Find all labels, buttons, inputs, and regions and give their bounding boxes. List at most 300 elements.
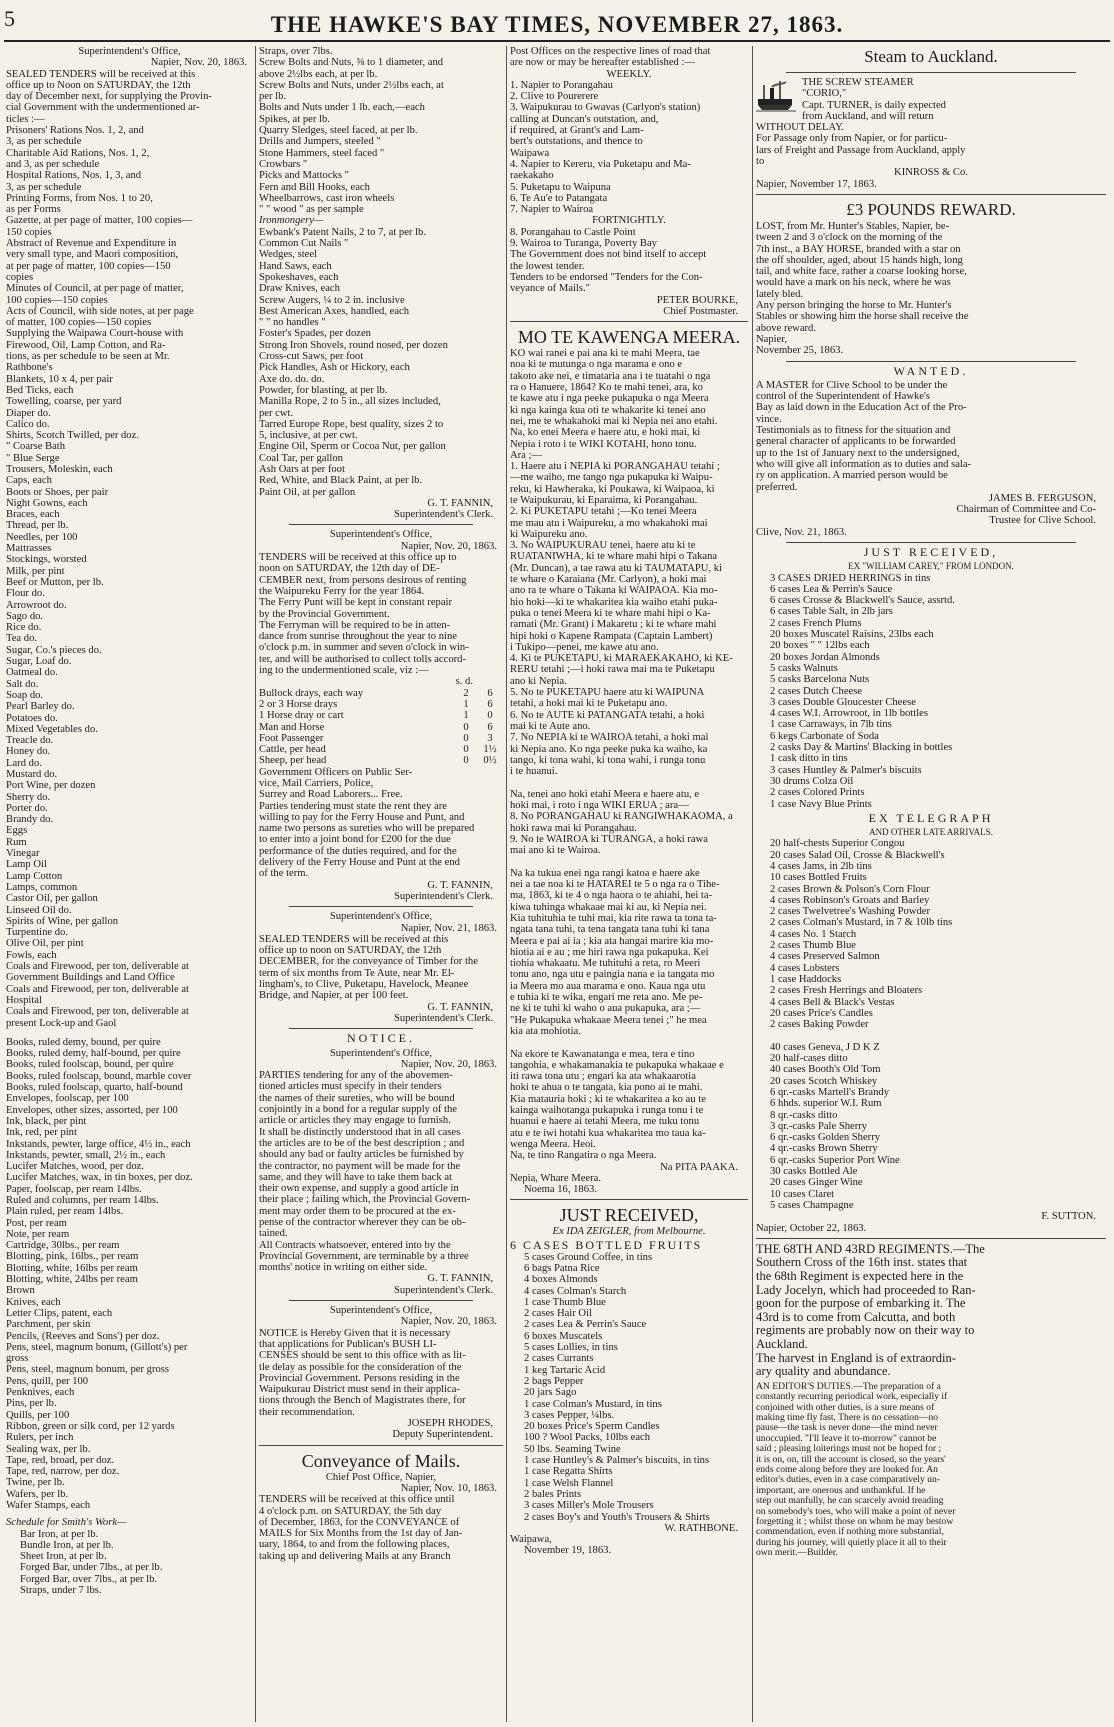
text-line: The Ferry Punt will be kept in constant repair [259,597,452,609]
text-line: ma, 1863, ki te 4 o nga haora o te ahiahi, hei ta- [510,890,713,902]
text-line: 30 drums Colza Oil [770,775,854,787]
toll-pence: 1½ [483,744,497,756]
text-line: Drills and Jumpers, steeled " [259,136,381,148]
text-line: office up to Noon on SATURDAY, the 12th [6,79,191,91]
mails-text [259,1494,503,1562]
text-line: The Ferryman will be required to be in atten- [259,619,451,631]
text-line: 1. Haere atu i NEPIA ki PORANGAHAU tetahi ; [510,461,720,473]
text-line: Post, per ream [6,1217,67,1229]
text-line: Charitable Aid Rations, Nos. 1, 2, [6,147,150,159]
text-line: 8. No PORANGAHAU ki RANGIWHAKAOMA, a [510,811,733,823]
text-line: Surrey and Road Laborers... Free. [259,789,403,801]
text-line: day of December next, for supplying the Provin- [6,91,212,103]
text-line: reku, ki Hawheraka, ki Poukawa, ki Waipaoa, ki [510,483,715,495]
toll-item: Man and Horse [259,721,325,733]
text-line: same, and they will have to take them back at [259,1171,452,1183]
text-line: 4 cases Jams, in 2lb tins [770,861,872,872]
wanted-title-2: Trustee for Clive School. [989,515,1096,527]
wanted-heading: WANTED. [893,363,969,378]
text-line: Coals and Firewood, per ton, deliverable at [6,961,189,973]
timber-office: Superintendent's Office, [329,911,433,923]
text-line: Best American Axes, handled, each [259,305,410,317]
maori-text [510,348,748,1161]
text-line: Braces, each [6,509,60,521]
text-line: Coals and Firewood, per ton, deliverable at [6,1006,189,1018]
text-line: unoccupied. "I'll leave it to-morrow" cannot be [756,1433,937,1444]
text-line: Bridge, and Napier, at per 100 feet. [259,990,409,1002]
text-line: ia Meera mo aua marama e ono. Kaua nga utu [510,980,706,992]
text-line: Milk, per pint [6,565,65,577]
text-line: 40 cases Geneva, J D K Z [770,1041,880,1053]
signature-title: Superintendent's Clerk. [393,890,493,902]
text-line: DECEMBER, for the conveyance of Timber for the [259,956,478,968]
text-line: 5 cases Ground Coffee, in tins [524,1251,653,1263]
text-line: 2 cases Colored Prints [770,787,865,799]
text-line: ki Waipureku ano. [510,528,588,540]
text-line: Mustard do. [6,769,58,780]
text-line: Waipawa [510,147,550,159]
text-line: Lady Jocelyn, which had proceeded to Ran- [756,1283,976,1297]
text-line: would have a mark on his neck, where he was [756,277,951,289]
text-line: Envelopes, foolscap, per 100 [6,1093,129,1105]
reward-heading: £3 POUNDS REWARD. [846,199,1016,219]
text-line: Rathbone's [6,362,53,374]
rule [756,1238,1106,1239]
text-line: forgetting it ; whilst those on whom he may bestow [756,1517,954,1528]
text-line: 3, as per schedule [6,136,82,148]
text-line: commendation, even if nothing more substantial, [756,1527,944,1538]
text-line: performance of the duties required, and for the [259,845,457,857]
text-line: Quills, per 100 [6,1409,70,1421]
text-line: Manilla Rope, 2 to 5 in., all sizes included, [259,396,441,408]
text-line: Salt do. [6,678,39,690]
text-line: 3. Waipukurau to Gwavas (Carlyon's station) [510,102,701,114]
text-line: Linseed Oil do. [6,904,72,916]
just-received-place: Waipawa, [510,1534,552,1546]
jr2-heading: JUST RECEIVED, [863,544,999,559]
text-line: 5 casks Walnuts [770,662,838,674]
text-line: Cartridge, 30lbs., per ream [6,1240,120,1252]
text-line: preferred. [756,481,798,493]
text-line: 1 cask ditto in tins [770,753,848,765]
text-line: Tea do. [6,633,38,645]
text-line: Beef or Mutton, per lb. [6,576,104,588]
text-line: 20 cases Price's Candles [770,1007,873,1019]
text-line: Draw Knives, each [259,283,340,295]
text-line: making time fly fast. There is no cessation—no [756,1412,939,1423]
text-line: "He Pukapuka whakaae Meera tenei ;" he mea [510,1014,707,1026]
signature-title: Chief Postmaster. [663,305,738,317]
text-line: 2 cases Dutch Cheese [770,685,863,697]
text-line: 43rd is to come from Calcutta, and both [756,1310,956,1324]
text-line: 1 case Carraways, in 7lb tins [770,719,892,731]
text-line: name two persons as sureties who will be prepared [259,823,475,835]
text-line: are now or may be hereafter established :— [510,57,696,69]
text-line: Treacle do. [6,735,54,747]
text-line: tions, as per schedule to be seen at Mr. [6,351,170,363]
text-line: Gazette, at per page of matter, 100 copies— [6,215,193,227]
text-line: 3 cases Huntley & Palmer's biscuits [770,764,922,776]
text-line: Bay as laid down in the Education Act of the Pro- [756,402,967,414]
text-line: 2 cases French Plums [770,617,862,629]
office-line: Superintendent's Office, [78,46,181,57]
text-line: LOST, from Mr. Hunter's Stables, Napier, be- [756,220,950,232]
text-line: Trousers, Moleskin, each [6,463,113,475]
wanted-title-1: Chairman of Committee and Co- [956,504,1096,516]
timber-text [259,934,503,1002]
text-line: to enter into a joint bond for £200 for the due [259,834,451,846]
text-line: tetahi, a hoki mai ki te Puketapu ano. [510,698,668,710]
text-line: conjointly in a bond for a regular supply of the [259,1104,457,1116]
text-line: the articles are to be of the best description ; and [259,1137,465,1149]
text-line: Brown [6,1285,35,1297]
text-line: Kia matauria hoki ; ki te whakaritea a ko au te [510,1093,706,1105]
text-line: goon for the purpose of embarking it. The [756,1297,966,1311]
text-line: Sugar, Loaf do. [6,656,72,668]
text-line: MAILS for Six Months from the 1st day of Jan- [259,1528,463,1540]
reward-text [756,221,1106,357]
text-line: TENDERS will be received at this office until [259,1494,455,1506]
toll-item: Cattle, per head [259,744,326,756]
telegraph-sub: AND OTHER LATE ARRIVALS. [869,827,993,838]
rule [786,542,1076,543]
toll-shillings: 0 [463,732,469,744]
text-line: Pens, quill, per 100 [6,1375,89,1387]
signature-title: Superintendent's Clerk. [393,1012,493,1024]
text-line: hio hoki—ki te whakaritea kia waiho etahi puka- [510,596,718,608]
text-line: Provincial Government. Persons residing in the [259,1372,460,1384]
jr2-sub: EX "WILLIAM CAREY," FROM LONDON. [848,561,1014,572]
text-line: CENSES should be sent to this office with as lit- [259,1350,466,1362]
text-line: Tarred Europe Rope, best quality, sizes 2 to [259,418,444,430]
text-line: bert's outstations, and thence to [510,136,643,148]
text-line: e tuhia ki te wika, engari me reta ano. Me pe- [510,992,703,1004]
tolls-header: s. d. [455,676,473,688]
text-line: 4 cases No. 1 Starch [770,928,857,940]
text-line: Lucifer Matches, wax, in tin boxes, per doz. [6,1172,193,1184]
text-line: should any bad or faulty articles be furnished by [259,1149,464,1161]
date-line: Napier, Nov. 20, 1863. [150,57,247,69]
text-line: 3 cases Miller's Mole Trousers [524,1500,654,1512]
text-line: Books, ruled demy, half-bound, per quire [6,1048,181,1060]
text-line: 3 cases Pepper, ¼lbs. [524,1409,615,1421]
text-line: kiwa tuhinga whakaae mai ki au, ki Nepia nei. [510,901,707,913]
text-line: at per page of matter, 100 copies—150 [6,260,171,272]
text-line: during his journey, will quietly place it all to their [756,1537,947,1548]
text-line: 2 cases Twelvetree's Washing Powder [770,906,930,918]
text-line: Red, White, and Black Paint, at per lb. [259,475,423,487]
telegraph-heading: EX TELEGRAPH [868,810,994,825]
text-line: 8 qr.-casks ditto [770,1109,838,1121]
text-line: veyance of Mails." [510,283,590,295]
just-received-sub: Ex IDA ZEIGLER, from Melbourne. [552,1226,706,1238]
text-line: 1 keg Tartaric Acid [524,1364,606,1376]
text-line: Ink, black, per pint [6,1115,87,1127]
text-line: RERU tetahi ;—i hoki rawa mai ma te Puketapu [510,664,715,676]
text-line: 3 qr.-casks Pale Sherry [770,1120,868,1132]
text-line: 2 cases Brown & Polson's Corn Flour [770,883,930,895]
text-line: 20 boxes Jordan Almonds [770,651,880,663]
text-line: 2 cases Boy's and Youth's Trousers & Shirts [524,1511,710,1523]
text-line: Common Cut Nails " [259,238,349,250]
toll-row [259,755,503,766]
signature-name: JOSEPH RHODES, [407,1418,493,1430]
text-line: Letter Clips, patent, each [6,1307,113,1319]
text-line: ment may order them to be procured at the ex- [259,1205,456,1217]
text-line: hoki rawa mai ki Porangahau. [510,822,637,834]
text-line: Picks and Mattocks " [259,170,349,182]
text-line: Spikes, at per lb. [259,113,330,125]
regiments-news [756,1243,1106,1379]
notice-text [259,1070,503,1273]
toll-pence: 3 [487,732,493,744]
tolls-table [259,688,503,767]
text-line: Night Gowns, each [6,497,88,509]
toll-row [259,744,503,755]
text-line: ramati (Mr. Grant) i Makaretu ; ki te whare mahi [510,619,717,631]
text-line: Quarry Sledges, steel faced, at per lb. [259,125,418,137]
maori-heading: MO TE KAWENGA MEERA. [517,327,741,348]
notice-heading: NOTICE. [347,1031,415,1046]
text-line: above 2½lbs each, at per lb. [259,68,378,80]
text-line: o'clock p.m. in summer and seven o'clock in win- [259,642,469,654]
text-line: important, are onerous and unthankful. If he [756,1485,926,1496]
masthead [0,0,1114,44]
text-line: me mau atu i Waipureku, a mo whakahoki mai [510,517,708,529]
text-line: 4 cases Lobsters [770,962,840,974]
rule [289,1300,473,1301]
text-line: 2 cases Fresh Herrings and Bloaters [770,985,923,997]
text-line: 2 cases Thumb Blue [770,940,857,952]
text-line: Pens, steel, magnum bonum, (Gillott's) per [6,1341,188,1353]
text-line: Vinegar [6,848,40,860]
text-line: of December, 1863, for the CONVEYANCE of [259,1516,460,1528]
text-line: gross [6,1353,29,1365]
text-line: The harvest in England is of extraordin- [756,1351,956,1365]
text-line: tween 2 and 3 o'clock on the morning of the [756,232,943,244]
text-line: Southern Cross of the 16th inst. states that [756,1256,968,1270]
text-line: tail, and white face, rather a coarse looking horse, [756,266,967,278]
text-line: Stockings, worsted [6,554,87,566]
text-line: pense of the contractor wherever they can be ob- [259,1216,466,1228]
text-line: said ; pleasing loiterings must not be hoped for ; [756,1444,942,1455]
text-line: 6 cases Lea & Perrin's Sauce [770,583,893,595]
rations-list [6,125,253,1029]
text-line: 2 cases Baking Powder [770,1019,869,1031]
text-line: 5. No te PUKETAPU haere atu ki WAIPUNA [510,687,705,699]
text-line: Pins, per lb. [6,1398,57,1410]
text-line: lars of Freight and Passage from Auckland, apply [756,144,966,156]
column-3 [510,46,748,1722]
text-line: who will give all information as to duties and sala- [756,458,972,470]
text-line: dance from sunrise throughout the year to nine [259,631,457,643]
tender-intro [6,69,253,125]
text-line: Cross-cut Saws, per foot [259,351,364,363]
text-line: 4 boxes Almonds [524,1274,598,1286]
text-line: 20 jars Sago [524,1387,577,1399]
text-line: Bed Ticks, each [6,384,74,396]
toll-row [259,688,503,699]
toll-shillings: 1 [463,698,469,710]
text-line: Hand Saws, each [259,260,332,272]
text-line: 4. Ki te PUKETAPU, ki MARAEKAKAHO, ki KE- [510,653,733,665]
text-line: Shirts, Scotch Twilled, per doz. [6,430,139,442]
text-line: Powder, for blasting, at per lb. [259,384,388,396]
text-line: 2 cases Lea & Perrin's Sauce [524,1319,647,1331]
text-line: Parchment, per skin [6,1319,91,1331]
toll-item: 2 or 3 Horse drays [259,698,338,710]
text-line: huanui e haere ai tetahi Meera, me tuku tonu [510,1116,700,1128]
text-line: ki nga kainga kua oti te whakarite ki tenei ano [510,404,706,416]
text-line: 20 boxes Muscatel Raisins, 23lbs each [770,629,934,641]
text-line: Books, ruled demy, bound, per quire [6,1036,161,1048]
text-line: 4 o'clock p.m. on SATURDAY, the 5th day [259,1505,442,1517]
just-received-lead: 6 CASES BOTTLED FRUITS [510,1237,703,1252]
text-line: NOTICE is Hereby Given that it is necessary [259,1327,451,1339]
text-line: hiotia ai e au ; me hiri rawa nga pukapuka. Kei [510,946,709,958]
text-line: calling at Duncan's outstation, and, [510,113,659,125]
column-divider [255,46,256,1722]
text-line [510,856,748,867]
toll-shillings: 1 [463,710,469,722]
text-line: 6 qr.-casks Martell's Brandy [770,1086,890,1098]
notice-office: Superintendent's Office, [329,1047,433,1059]
text-line: Wafer Stamps, each [6,1500,91,1511]
text-line: Government Officers on Public Ser- [259,766,413,778]
text-line: AN EDITOR'S DUTIES.—The preparation of a [756,1381,941,1392]
fortnightly-routes [510,227,748,250]
text-line: 6 hhds. superior W.I. Rum [770,1098,882,1110]
text-line: Wedges, steel [259,249,317,261]
text-line: Rice do. [6,622,42,634]
text-line: Testimonials as to fitness for the situation and [756,425,951,437]
text-line: Sherry do. [6,791,51,803]
bush-office: Superintendent's Office, [329,1305,433,1317]
text-line: the lowest tender. [510,260,585,272]
text-line: tonu ano, nga utu e paingia nana e ia tangata mo [510,969,715,981]
text-line: 5, inclusive, at per cwt. [259,430,358,442]
editor-duties [756,1382,1106,1559]
text-line: Eggs [6,825,28,837]
text-line: above reward. [756,322,816,334]
text-line: 1 case Haddocks [770,973,842,985]
toll-pence: 0½ [483,755,497,767]
toll-item: Bullock drays, each way [259,687,364,699]
text-line: the contractor, no payment will be made for the [259,1160,461,1172]
text-line: their own expense, and supply a good article in [259,1183,459,1195]
text-line: Meera e pai ai ia ; kia ata hangai marire kia mo- [510,935,714,947]
text-line: 3 cases Double Gloucester Cheese [770,696,916,708]
text-line: THE 68TH AND 43RD REGIMENTS.—The [756,1242,985,1256]
text-line: 20 cases Salad Oil, Crosse & Blackwell's [770,849,945,861]
text-line: present Lock-up and Gaol [6,1017,117,1029]
toll-shillings: 2 [463,687,469,699]
text-line: puka o tenei Meera ki te whare mahi hipi o Ka- [510,607,711,619]
text-line: nei, me te whakahoki mai ki Nepia nei ano etahi. [510,415,718,427]
stationery-list [6,1037,253,1511]
text-line: Sugar, Co.'s pieces do. [6,644,102,656]
text-line: ano ra te whare o Takana ki WAIPAOA. Kia mo- [510,585,718,597]
text-line: i te huanui. [510,766,558,778]
text-line: KO wai ranei e pai ana ki te mahi Meera, tae [510,348,700,360]
text-line: SEALED TENDERS will be received at this [259,933,449,945]
text-line: ki Nepia ano. Ko nga peeke puka ka waiho, ka [510,743,708,755]
page-number: 5 [4,6,15,31]
text-line: 150 copies [6,226,52,238]
toll-row [259,722,503,733]
text-line: 2 bales Prints [524,1488,582,1500]
text-line: 20 half-cases ditto [770,1053,848,1065]
text-line: Abstract of Revenue and Expenditure in [6,238,177,250]
text-line: Port Wine, per dozen [6,780,96,792]
text-line: Caps, each [6,475,52,487]
text-line: Oatmeal do. [6,667,58,679]
ferry-text-2 [259,767,503,880]
text-line: Coal Tar, per gallon [259,452,343,464]
text-line: Na, ko enei Meera e haere atu, e hoki mai, ki [510,427,701,439]
toll-item: 1 Horse dray or cart [259,710,344,722]
toll-shillings: 0 [463,744,469,756]
text-line: It shall be distinctly understood that in all cases [259,1126,461,1138]
text-line: the Waipureku Ferry for the year 1864. [259,585,425,597]
text-line: Plain ruled, per ream 14lbs. [6,1206,124,1218]
fortnightly-heading: FORTNIGHTLY. [592,215,666,227]
text-line: te whare o Karaiana (Mr. Carlyon), a hoki mai [510,574,707,586]
text-line: 8. Porangahau to Castle Point [510,226,636,238]
text-line: Blankets, 10 x 4, per pair [6,373,113,385]
weekly-heading: WEEKLY. [606,68,652,80]
text-line: Coals and Firewood, per ton, deliverable at [6,983,189,995]
signature-name: G. T. FANNIN, [427,1001,493,1013]
text-line: Acts of Council, with side notes, at per page [6,305,194,317]
text-line: editor's duties, even in a case comparatively un- [756,1475,940,1486]
text-line: copies [6,271,34,283]
text-line: Note, per ream [6,1228,70,1240]
ironmongery-heading: Ironmongery— [259,215,324,227]
text-line: as per Forms [6,204,61,216]
text-line: Hospital Rations, Nos. 1, 3, and [6,170,142,182]
jr2-items [756,573,1106,810]
text-line: Penknives, each [6,1387,75,1399]
text-line: Any person bringing the horse to Mr. Hunter's [756,300,952,312]
text-line: CEMBER next, from persons desirous of renting [259,574,467,586]
text-line: Kia tuhituhia te tuhi mai, kia rite rawa ta tona ta- [510,912,717,924]
text-line: i Tukipo—penei, me kawe atu ano. [510,641,659,653]
text-line: and 3, as per schedule [6,158,100,170]
text-line: For Passage only from Napier, or for particu- [756,133,948,145]
rule [289,1028,473,1029]
text-line: Tape, red, narrow, per doz. [6,1466,120,1478]
text-line: mai ano ki te Wairoa. [510,845,601,857]
text-line: Na, te tino Rangatira o nga Meera. [510,1150,657,1162]
text-line: up to the 1st of January next to the undersigned, [756,447,960,459]
text-line: te Waipukurau, ki Eparaima, ki Porangahau. [510,494,698,506]
rule [756,194,1106,195]
text-line: 3. No WAIPUKURAU tenei, haere atu ki te [510,540,696,552]
text-line: 100 copies—150 copies [6,294,108,306]
text-line: Printing Forms, from Nos. 1 to 20, [6,192,153,204]
text-line: WITHOUT DELAY. [756,122,845,134]
text-line: ano ki Nepia. [510,675,567,687]
text-line: 6 qr.-casks Superior Port Wine [770,1154,900,1166]
text-line: Books, ruled foolscap, bound, marble cover [6,1070,192,1082]
text-line: article or articles they may engage to furnish. [259,1115,451,1127]
text-line: Paint Oil, at per gallon [259,486,356,498]
toll-item: Foot Passenger [259,732,324,744]
text-line: RUATANIWHA, ki te whare mahi hipi o Takana [510,551,718,563]
text-line: Supplying the Waipawa Court-house with [6,328,184,340]
text-line: Stone Hammers, steel faced " [259,147,385,159]
